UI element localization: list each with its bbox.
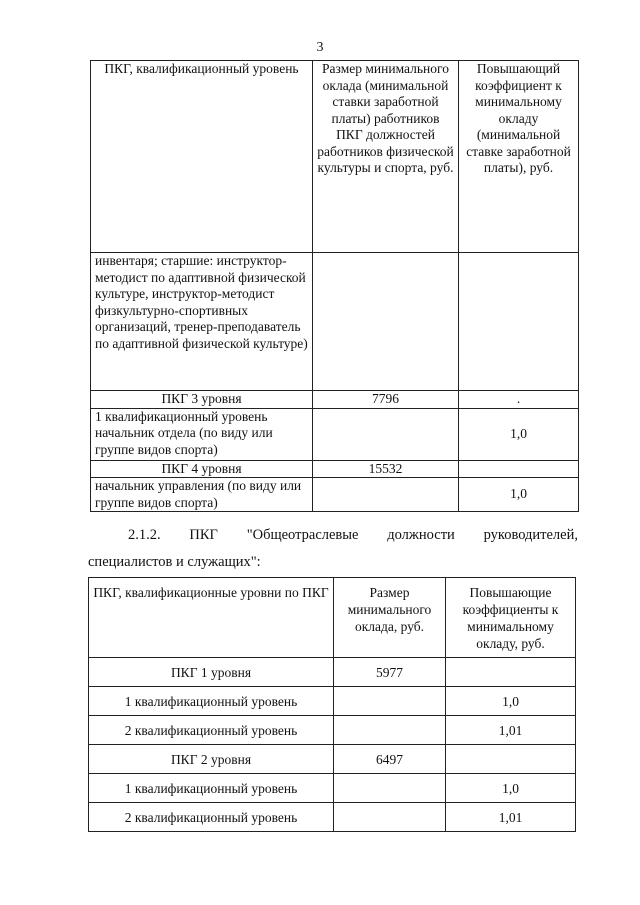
row-coef [459,460,579,478]
row-coef [446,658,576,687]
paragraph-word: руководителей, [483,527,578,543]
paragraph-word: ПКГ [189,527,218,543]
table-row [89,745,576,774]
row-name: 2 квалификационный уровень [89,803,334,832]
header-coef: Повышающие коэффициенты к минимальному окладу, руб. [446,578,576,658]
row-salary: 6497 [334,745,446,774]
table-header-row [91,61,579,253]
row-name: ПКГ 3 уровня [91,391,313,409]
row-name: инвентаря; старшие: инструктор-методист по адаптивной физической культуре, инструктор-методист физкультурно-спортивных организаций, тренер-преподаватель по адаптивной физической культуре) [91,253,313,391]
row-salary [334,716,446,745]
paragraph-line-1 [88,522,578,549]
page-number: 3 [316,40,324,55]
row-salary [334,774,446,803]
row-coef: 1,0 [446,687,576,716]
row-salary [313,478,459,512]
header-pkg: ПКГ, квалификационные уровни по ПКГ [89,578,334,658]
paragraph-word: 2.1.2. [128,527,161,543]
row-name: ПКГ 2 уровня [89,745,334,774]
row-coef: 1,0 [446,774,576,803]
table-row [91,408,579,460]
row-coef: 1,0 [459,478,579,512]
row-name: 2 квалификационный уровень [89,716,334,745]
table-row [91,460,579,478]
table-row [91,253,579,391]
row-salary: 15532 [313,460,459,478]
header-salary: Размер минимального оклада (минимальной ставки заработной платы) работников ПКГ должностей работников физической культуры и спорта, руб. [313,61,459,253]
table-pkg-general [88,577,576,832]
row-coef: 1,0 [459,408,579,460]
header-pkg: ПКГ, квалификационный уровень [91,61,313,253]
row-salary [334,803,446,832]
section-paragraph [88,522,578,576]
paragraph-line-2: специалистов и служащих": [88,554,261,570]
row-name: ПКГ 4 уровня [91,460,313,478]
row-name: ПКГ 1 уровня [89,658,334,687]
table-row [91,478,579,512]
row-coef [459,253,579,391]
table-header-row [89,578,576,658]
row-name: начальник управления (по виду или группе видов спорта) [91,478,313,512]
row-salary: 5977 [334,658,446,687]
table-row [89,687,576,716]
table-row [89,774,576,803]
row-coef: 1,01 [446,716,576,745]
row-coef: 1,01 [446,803,576,832]
paragraph-word: должности [387,527,455,543]
row-name: 1 квалификационный уровень [89,774,334,803]
header-salary: Размер минимального оклада, руб. [334,578,446,658]
table-row [89,716,576,745]
row-salary: 7796 [313,391,459,409]
row-name: 1 квалификационный уровень начальник отдела (по виду или группе видов спорта) [91,408,313,460]
paragraph-word: "Общеотраслевые [246,527,359,543]
table-row [89,658,576,687]
row-salary [334,687,446,716]
row-coef: . [459,391,579,409]
row-salary [313,408,459,460]
table-row [91,391,579,409]
table-pkg-sport [90,60,579,512]
header-coef: Повышающий коэффициент к минимальному окладу (минимальной ставке заработной платы), руб. [459,61,579,253]
table-row [89,803,576,832]
row-salary [313,253,459,391]
row-coef [446,745,576,774]
row-name: 1 квалификационный уровень [89,687,334,716]
